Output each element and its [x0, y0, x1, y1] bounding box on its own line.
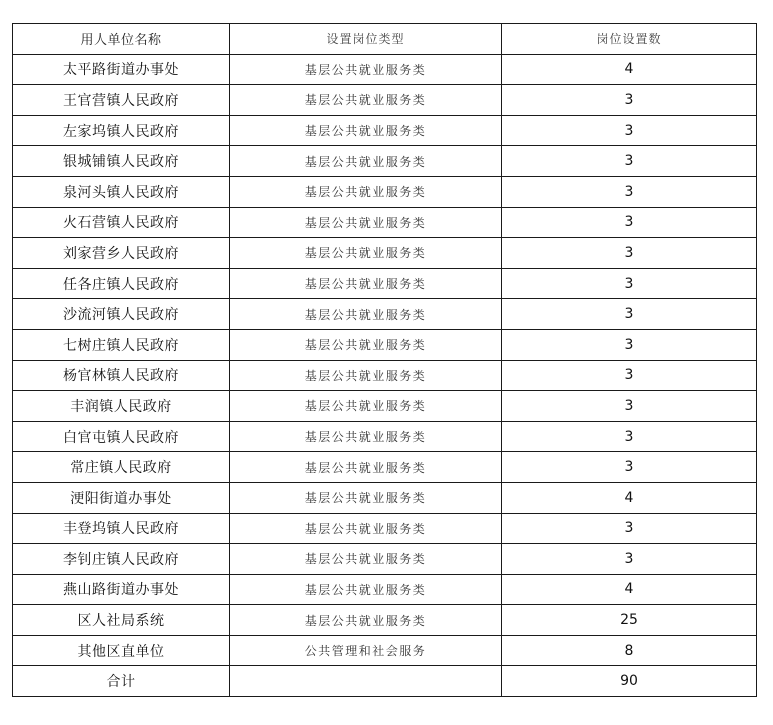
total-row: [13, 666, 757, 697]
table-row: [13, 513, 757, 544]
table-row: [13, 482, 757, 513]
position-type-cell: 基层公共就业服务类: [230, 513, 502, 544]
unit-name-cell: 李钊庄镇人民政府: [13, 544, 230, 575]
table-row: [13, 54, 757, 85]
table-row: [13, 299, 757, 330]
position-allocation-table: [12, 23, 757, 697]
position-count-cell: 3: [502, 207, 757, 238]
table-row: [13, 176, 757, 207]
position-count-cell: 4: [502, 54, 757, 85]
position-count-cell: 4: [502, 574, 757, 605]
unit-name-cell: 刘家营乡人民政府: [13, 238, 230, 269]
table-row: [13, 421, 757, 452]
position-count-cell: 3: [502, 544, 757, 575]
position-count-cell: 3: [502, 146, 757, 177]
position-type-cell: 基层公共就业服务类: [230, 268, 502, 299]
unit-name-cell: 区人社局系统: [13, 605, 230, 636]
unit-name-cell: 火石营镇人民政府: [13, 207, 230, 238]
unit-name-cell: 银城铺镇人民政府: [13, 146, 230, 177]
position-count-cell: 3: [502, 360, 757, 391]
position-type-cell: 基层公共就业服务类: [230, 207, 502, 238]
unit-name-cell: 泉河头镇人民政府: [13, 176, 230, 207]
unit-name-cell: 浭阳街道办事处: [13, 482, 230, 513]
position-count-cell: 3: [502, 115, 757, 146]
position-count-cell: 3: [502, 391, 757, 422]
header-position-type: 设置岗位类型: [230, 24, 502, 55]
header-unit-name: 用人单位名称: [13, 24, 230, 55]
unit-name-cell: 左家坞镇人民政府: [13, 115, 230, 146]
position-type-cell: 基层公共就业服务类: [230, 391, 502, 422]
position-count-cell: 3: [502, 299, 757, 330]
position-type-cell: 基层公共就业服务类: [230, 574, 502, 605]
position-type-cell: 基层公共就业服务类: [230, 329, 502, 360]
header-position-count: 岗位设置数: [502, 24, 757, 55]
table-row: [13, 85, 757, 116]
table-row: [13, 635, 757, 666]
unit-name-cell: 任各庄镇人民政府: [13, 268, 230, 299]
position-type-cell: 基层公共就业服务类: [230, 360, 502, 391]
table-row: [13, 146, 757, 177]
unit-name-cell: 沙流河镇人民政府: [13, 299, 230, 330]
table-row: [13, 544, 757, 575]
unit-name-cell: 丰润镇人民政府: [13, 391, 230, 422]
unit-name-cell: 其他区直单位: [13, 635, 230, 666]
position-count-cell: 3: [502, 85, 757, 116]
table-header-row: [13, 24, 757, 55]
unit-name-cell: 丰登坞镇人民政府: [13, 513, 230, 544]
table-row: [13, 452, 757, 483]
position-type-cell: 基层公共就业服务类: [230, 54, 502, 85]
position-count-cell: 90: [502, 666, 757, 697]
position-type-cell: 基层公共就业服务类: [230, 452, 502, 483]
table-row: [13, 115, 757, 146]
position-count-cell: 3: [502, 513, 757, 544]
position-count-cell: 25: [502, 605, 757, 636]
unit-name-cell: 太平路街道办事处: [13, 54, 230, 85]
unit-name-cell: 白官屯镇人民政府: [13, 421, 230, 452]
position-count-cell: 4: [502, 482, 757, 513]
position-type-cell: 基层公共就业服务类: [230, 544, 502, 575]
position-count-cell: 3: [502, 238, 757, 269]
table-row: [13, 329, 757, 360]
table-body: [13, 24, 757, 697]
position-type-cell: 基层公共就业服务类: [230, 176, 502, 207]
table-row: [13, 207, 757, 238]
position-type-cell: 基层公共就业服务类: [230, 482, 502, 513]
position-type-cell: 基层公共就业服务类: [230, 146, 502, 177]
unit-name-cell: 合计: [13, 666, 230, 697]
position-count-cell: 3: [502, 329, 757, 360]
position-type-cell: 基层公共就业服务类: [230, 421, 502, 452]
position-type-cell: 基层公共就业服务类: [230, 299, 502, 330]
position-type-cell: [230, 666, 502, 697]
unit-name-cell: 燕山路街道办事处: [13, 574, 230, 605]
position-type-cell: 公共管理和社会服务: [230, 635, 502, 666]
table-row: [13, 574, 757, 605]
table-row: [13, 391, 757, 422]
position-type-cell: 基层公共就业服务类: [230, 238, 502, 269]
table-row: [13, 268, 757, 299]
position-count-cell: 3: [502, 176, 757, 207]
position-type-cell: 基层公共就业服务类: [230, 115, 502, 146]
unit-name-cell: 王官营镇人民政府: [13, 85, 230, 116]
position-count-cell: 3: [502, 268, 757, 299]
unit-name-cell: 七树庄镇人民政府: [13, 329, 230, 360]
unit-name-cell: 杨官林镇人民政府: [13, 360, 230, 391]
position-count-cell: 3: [502, 452, 757, 483]
table-row: [13, 238, 757, 269]
position-count-cell: 3: [502, 421, 757, 452]
unit-name-cell: 常庄镇人民政府: [13, 452, 230, 483]
position-type-cell: 基层公共就业服务类: [230, 85, 502, 116]
position-type-cell: 基层公共就业服务类: [230, 605, 502, 636]
position-count-cell: 8: [502, 635, 757, 666]
table-row: [13, 605, 757, 636]
table-row: [13, 360, 757, 391]
